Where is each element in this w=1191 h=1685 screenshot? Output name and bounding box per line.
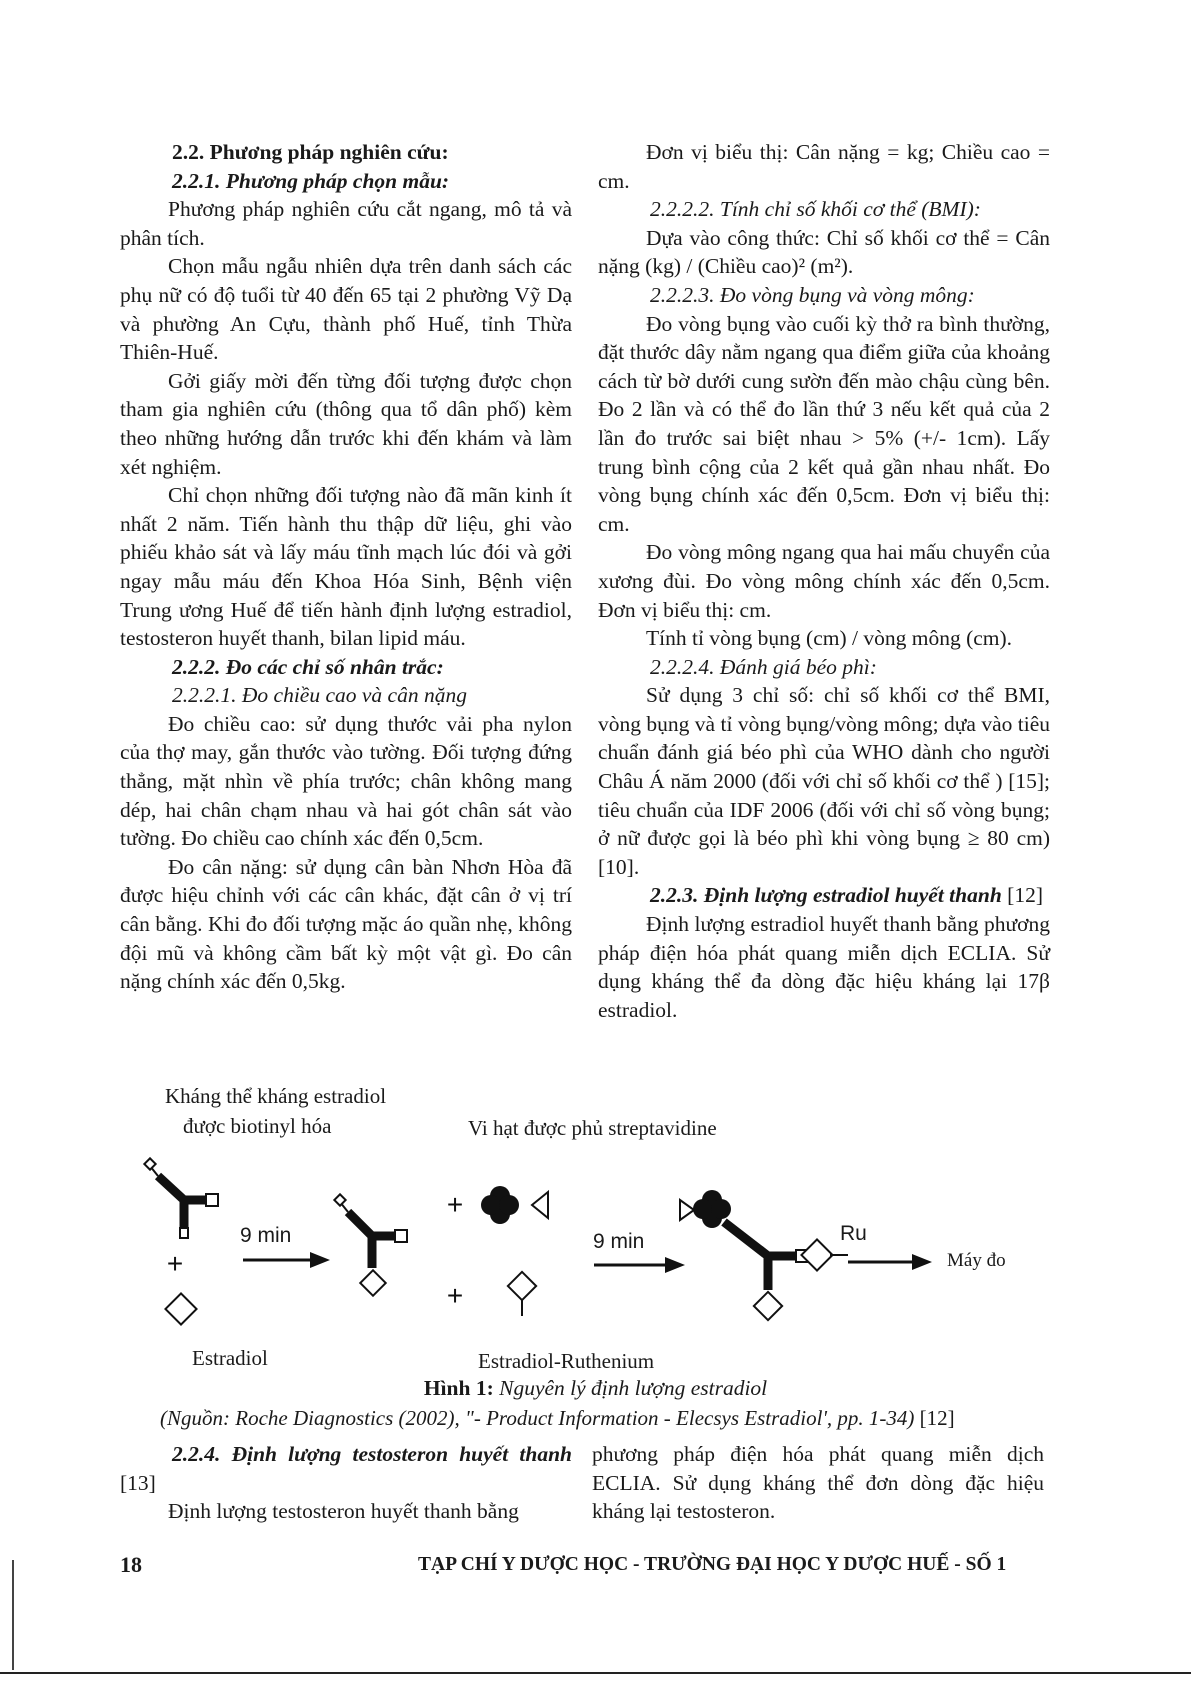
plus-sign: +: [166, 1248, 184, 1279]
plus-sign: +: [446, 1189, 464, 1220]
section-heading-2-2: 2.2. Phương pháp nghiên cứu:: [172, 140, 449, 164]
scan-edge-divider: [12, 1560, 14, 1670]
section-heading-2-2-2: 2.2.2. Đo các chỉ số nhân trắc:: [172, 654, 444, 679]
heading-title: 2.2.4. Định lượng testosteron huyết thanh: [172, 1442, 572, 1466]
section-heading-2-2-2-3: 2.2.2.3. Đo vòng bụng và vòng mông:: [650, 282, 975, 307]
source-ref: [12]: [914, 1406, 955, 1430]
machine-label: Máy đo: [947, 1250, 1006, 1271]
figure-caption: [0, 1376, 1191, 1401]
section-heading-2-2-1: 2.2.1. Phương pháp chọn mẫu:: [172, 168, 450, 193]
streptavidin-particle-icon: [481, 1186, 548, 1224]
paragraph: Gởi giấy mời đến từng đối tượng được chọn tham gia nghiên cứu (thông qua tổ dân phố) kèm theo những hướng dẫn trước khi đến khám và làm xét nghiệm.: [120, 368, 572, 479]
arrow-icon: [848, 1254, 932, 1270]
bottom-left-column: [120, 1440, 572, 1526]
heading-title: 2.2.3. Định lượng estradiol huyết thanh: [650, 883, 1002, 908]
section-heading-2-2-2-4: 2.2.2.4. Đánh giá béo phì:: [650, 654, 877, 679]
figure-label-antibody-line1: Kháng thể kháng estradiol: [165, 1084, 387, 1108]
caption-prefix: Hình 1:: [423, 1376, 494, 1400]
figure-label-microparticle: Vi hạt được phủ streptavidine: [468, 1116, 717, 1140]
bottom-right-column: [592, 1440, 1044, 1526]
antibody-icon: [144, 1158, 218, 1238]
paragraph: Đo vòng bụng vào cuối kỳ thở ra bình thường, đặt thước dây nằm ngang qua điểm giữa của khoảng cách từ bờ dưới cung sườn đến mào chậu cùng bên. Đo 2 lần và có thể đo lần thứ 3 nếu kết quả của 2 lần đo trước sai biệt nhau > 5% (+/- 1cm). Lấy trung bình cộng của 2 kết quả gần nhau nhất. Đo vòng bụng chính xác đến 0,5cm. Đơn vị biểu thị: cm.: [598, 311, 1050, 536]
page-number: 18: [120, 1552, 142, 1577]
section-heading-2-2-4: [120, 1440, 572, 1497]
paragraph: Định lượng testosteron huyết thanh bằng: [168, 1499, 519, 1524]
paragraph: Phương pháp nghiên cứu cắt ngang, mô tả và phân tích.: [120, 197, 572, 250]
journal-footer: TẠP CHÍ Y DƯỢC HỌC - TRƯỜNG ĐẠI HỌC Y DƯỢC HUẾ - SỐ 1: [418, 1554, 1007, 1575]
antibody-bound-icon: [334, 1194, 407, 1295]
step2-time-label: 9 min: [593, 1230, 645, 1253]
paragraph: phương pháp điện hóa phát quang miễn dịch ECLIA. Sử dụng kháng thể đơn dòng đặc hiệu kháng lại testosteron.: [592, 1442, 1044, 1524]
paragraph: Đo chiều cao: sử dụng thước vải pha nylon của thợ may, gắn thước vào tường. Đối tượng đứng thẳng, mặt nhìn về phía trước; chân không mang dép, hai chân chạm nhau và hai gót chân sát vào tường. Đo chiều cao chính xác đến 0,5cm.: [120, 711, 572, 851]
paragraph: Đo vòng mông ngang qua hai mấu chuyển của xương đùi. Đo vòng mông chính xác đến 0,5cm. Đơn vị biểu thị: cm.: [598, 540, 1050, 622]
paragraph: Đo cân nặng: sử dụng cân bàn Nhơn Hòa đã được hiệu chỉnh với các cân khác, đặt cân ở vị trí cân bằng. Khi đo đối tượng mặc áo quần nhẹ, không đội mũ và không cầm bất kỳ một vật gì. Đo cân nặng chính xác đến 0,5kg.: [120, 854, 572, 994]
estradiol-label: Estradiol: [192, 1346, 268, 1370]
estradiol-diamond-icon: [165, 1293, 196, 1324]
sandwich-complex-icon: [680, 1190, 848, 1320]
estradiol-ruthenium-icon: [508, 1272, 536, 1316]
step1-time-label: 9 min: [240, 1224, 292, 1247]
paragraph: Chọn mẫu ngẫu nhiên dựa trên danh sách các phụ nữ có độ tuổi từ 40 đến 65 tại 2 phường Vỹ Dạ và phường An Cựu, thành phố Huế, tỉnh Thừa Thiên-Huế.: [120, 254, 572, 365]
bottom-rule: [0, 1672, 1191, 1674]
paragraph: Chỉ chọn những đối tượng nào đã mãn kinh ít nhất 2 năm. Tiến hành thu thập dữ liệu, ghi vào phiếu khảo sát và lấy máu tĩnh mạch lúc đói và gởi ngay mẫu máu đến Khoa Hóa Sinh, Bệnh viện Trung ương Huế để tiến hành định lượng estradiol, testosteron huyết thanh, bilan lipid máu.: [120, 483, 572, 651]
caption-text: Nguyên lý định lượng estradiol: [493, 1376, 768, 1400]
figure-label-antibody-line2: được biotinyl hóa: [183, 1114, 332, 1138]
paragraph: Tính tỉ vòng bụng (cm) / vòng mông (cm).: [646, 626, 1013, 651]
source-text: (Nguồn: Roche Diagnostics (2002), "- Product Information - Elecsys Estradiol', pp. 1-34): [160, 1406, 915, 1430]
paragraph: Sử dụng 3 chỉ số: chỉ số khối cơ thể BMI, vòng bụng và tỉ vòng bụng/vòng mông; dựa vào tiêu chuẩn đánh giá béo phì của WHO dành cho người Châu Á năm 2000 (đối với chỉ số khối cơ thể ) [15]; tiêu chuẩn của IDF 2006 (đối với chỉ số vòng bụng; ở nữ được gọi là béo phì khi vòng bụng ≥ 80 cm) [10].: [598, 683, 1050, 879]
heading-ref: [13]: [120, 1470, 156, 1495]
paragraph: Định lượng estradiol huyết thanh bằng phương pháp điện hóa phát quang miễn dịch ECLIA. Sử dụng kháng thể đa dòng đặc hiệu kháng lại 17β estradiol.: [598, 912, 1050, 1022]
estradiol-ruthenium-label: Estradiol-Ruthenium: [478, 1349, 655, 1373]
paragraph: Dựa vào công thức: Chỉ số khối cơ thể = Cân nặng (kg) / (Chiều cao)² (m²).: [598, 225, 1050, 279]
ruthenium-label: Ru: [840, 1222, 867, 1245]
section-heading-2-2-2-2: 2.2.2.2. Tính chỉ số khối cơ thể (BMI):: [650, 197, 981, 222]
figure-source: [160, 1406, 1040, 1431]
plus-sign: +: [446, 1280, 464, 1311]
paragraph: Đơn vị biểu thị: Cân nặng = kg; Chiều cao = cm.: [598, 140, 1050, 193]
arrow-icon: [243, 1252, 330, 1268]
arrow-icon: [594, 1257, 685, 1273]
heading-ref: [12]: [1001, 883, 1043, 908]
section-heading-2-2-2-1: 2.2.2.1. Đo chiều cao và cân nặng: [172, 683, 467, 708]
